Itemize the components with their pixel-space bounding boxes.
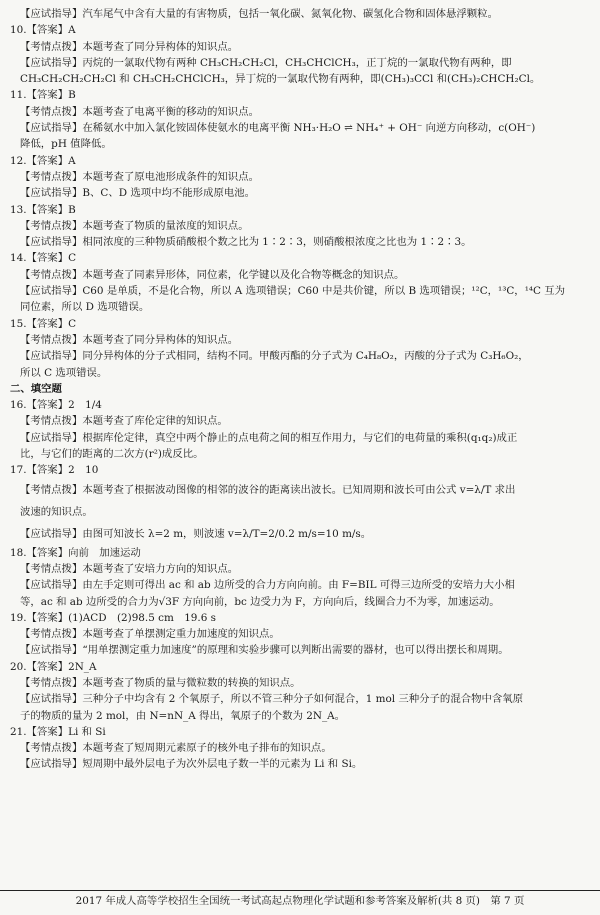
answer-text-line: CH₃CH₂CH₂CH₂Cl 和 CH₃CH₂CHClCH₃，异丁烷的一氯取代物有两种，即(CH₃)₃CCl 和(CH₃)₂CHCH₂Cl。 [20,73,541,86]
page-footer: 2017 年成人高等学校招生全国统一考试高起点物理化学试题和参考答案及解析(共 8 页) 第 7 页 [0,890,600,913]
answer-content [10,6,595,773]
answer-text-line: 【应试指导】短周期中最外层电子为次外层电子数一半的元素为 Li 和 Si。 [20,758,363,771]
answer-text-line: 【应试指导】C60 是单质，不是化合物，所以 A 选项错误；C60 中是共价键，所以 B 选项错误；¹²C，¹³C，¹⁴C 互为 [20,285,566,298]
answer-text-line: 【考情点拨】本题考查了物质的量浓度的知识点。 [20,219,249,232]
answer-text-line: 【考情点拨】本题考查了电离平衡的移动的知识点。 [20,105,259,118]
answer-heading: 12.【答案】A [10,154,76,167]
section-heading: 二、填空题 [10,382,62,395]
answer-text-line: 所以 C 选项错误。 [20,366,108,379]
answer-text-line: 【考情点拨】本题考查了同分异构体的知识点。 [20,333,239,346]
answer-text-line: 【应试指导】相同浓度的三种物质硝酸根个数之比为 1∶2∶3，则硝酸根浓度之比也为 1∶2∶3。 [20,236,472,249]
answer-heading: 15.【答案】C [10,317,77,330]
answer-text-line: 【考情点拨】本题考查了同分异构体的知识点。 [20,40,239,53]
answer-text-line: 【应试指导】在稀氨水中加入氯化铵固体使氨水的电离平衡 NH₃·H₂O ⇌ NH₄⁺ + OH⁻ 向逆方向移动，c(OH⁻) [20,122,536,135]
answer-text-line: 【应试指导】“用单摆测定重力加速度”的原理和实验步骤可以判断出需要的器材，也可以得出摆长和周期。 [20,644,509,657]
answer-text-line: 【考情点拨】本题考查了同素异形体，同位素，化学键以及化合物等概念的知识点。 [20,268,405,281]
answer-text-line: 波速的知识点。 [20,505,93,518]
answer-text-line: 比，与它们的距离的二次方(r²)成反比。 [20,448,204,461]
answer-text-line: 同位素，所以 D 选项错误。 [20,301,150,314]
answer-text-line: 【考情点拨】本题考查了短周期元素原子的核外电子排布的知识点。 [20,742,332,755]
answer-heading: 11.【答案】B [10,89,76,102]
answer-text-line: 子的物质的量为 2 mol，由 N=nN_A 得出，氧原子的个数为 2N_A。 [20,709,346,722]
answer-heading: 21.【答案】Li 和 Si [10,725,106,738]
answer-heading: 13.【答案】B [10,203,76,216]
answer-text-line: 【应试指导】三种分子中均含有 2 个氧原子，所以不管三种分子如何混合，1 mol 三种分子的混合物中含氧原 [20,693,524,706]
answer-text-line: 【考情点拨】本题考查了物质的量与微粒数的转换的知识点。 [20,676,301,689]
answer-heading: 19.【答案】(1)ACD (2)98.5 cm 19.6 s [10,611,216,624]
answer-text-line: 【应试指导】根据库伦定律，真空中两个静止的点电荷之间的相互作用力，与它们的电荷量的乘积(q₁q₂)成正 [20,431,518,444]
answer-heading: 16.【答案】2 1/4 [10,399,102,412]
answer-text-line: 【应试指导】汽车尾气中含有大量的有害物质，包括一氧化碳、氮氧化物、碳氢化合物和固体悬浮颗粒。 [20,8,498,20]
answer-text-line: 【应试指导】由左手定则可得出 ac 和 ab 边所受的合力方向向前。由 F=BIL 可得三边所受的安培力大小相 [20,579,515,592]
answer-text-line: 【应试指导】由图可知波长 λ=2 m，则波速 v=λ/T=2/0.2 m/s=10 m/s。 [20,527,372,540]
answer-text-line: 【应试指导】同分异构体的分子式相同，结构不同。甲酸丙酯的分子式为 C₄H₈O₂，丙酸的分子式为 C₃H₆O₂， [20,350,529,363]
answer-text-line: 【应试指导】B、C、D 选项中均不能形成原电池。 [20,187,256,200]
answer-text-line: 等，ac 和 ab 边所受的合力为√3F 方向向前，bc 边受力为 F，方向向后，线圈合力不为零，加速运动。 [20,595,500,608]
answer-heading: 20.【答案】2N_A [10,660,97,673]
answer-text-line: 【考情点拨】本题考查了原电池形成条件的知识点。 [20,170,259,183]
answer-text-line: 【考情点拨】本题考查了库伦定律的知识点。 [20,415,228,428]
answer-text-line: 【考情点拨】本题考查了根据波动图像的相邻的波谷的距离读出波长。已知周期和波长可由公式 v=λ/T 求出 [20,483,516,496]
answer-heading: 10.【答案】A [10,24,76,37]
answer-heading: 17.【答案】2 10 [10,464,99,477]
answer-text-line: 【考情点拨】本题考查了安培力方向的知识点。 [20,562,239,575]
answer-text-line: 降低，pH 值降低。 [20,138,112,151]
answer-text-line: 【考情点拨】本题考查了单摆测定重力加速度的知识点。 [20,628,280,641]
answer-heading: 18.【答案】向前 加速运动 [10,546,141,559]
answer-heading: 14.【答案】C [10,252,77,265]
answer-text-line: 【应试指导】丙烷的一氯取代物有两种 CH₃CH₂CH₂Cl，CH₃CHClCH₃，正丁烷的一氯取代物有两种，即 [20,56,512,69]
